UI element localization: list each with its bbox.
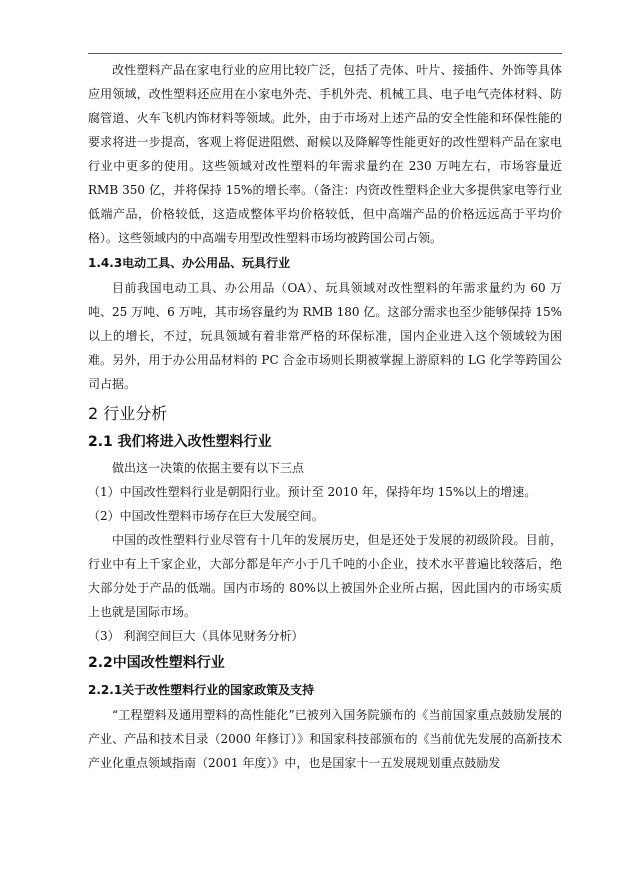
paragraph-home-appliance: 改性塑料产品在家电行业的应用比较广泛，包括了壳体、叶片、接插件、外饰等具体应用领域，改性塑料还应用在小家电外壳、手机外壳、机械工具、电子电气壳体材料、防腐管道、火车飞机内饰材料等领域。此外，由于市场对上述产品的安全性能和环保性能的要求将进一步提高，客观上将促进阻燃、耐候以及降解等性能更好的改性塑料产品在家电行业中更多的使用。这些领域对改性塑料的年需求量约在 230 万吨左右，市场容量近 RMB 350 亿，并将保持 15%的增长率。（备注：内资改性塑料企业大多提供家电等行业低端产品，价格较低，这造成整体平均价格较低，但中高端产品的价格远远高于平均价格）。这些领域内的中高端专用型改性塑料市场均被跨国公司占领。 <box>88 63 562 245</box>
paragraph-decision-basis: 做出这一决策的依据主要有以下三点 <box>112 461 305 475</box>
header-rule <box>88 53 562 54</box>
list-item-1: （1）中国改性塑料行业是朝阳行业。预计至 2010 年，保持年均 15%以上的增速。 <box>88 485 537 499</box>
document-body <box>88 58 562 775</box>
list-item-2: （2）中国改性塑料市场存在巨大发展空间。 <box>88 509 324 523</box>
heading-2-2-1: 2.2.1关于改性塑料行业的国家政策及支持 <box>88 683 315 697</box>
paragraph-industry-stage: 中国的改性塑料行业尽管有十几年的发展历史，但是还处于发展的初级阶段。目前，行业中有上千家企业，大部分都是年产小于几千吨的小企业，技术水平普遍比较落后，绝大部分处于产品的低端。国内市场的 80%以上被国外企业所占据，因此国内的市场实质上也就是国际市场。 <box>88 533 562 619</box>
heading-2-2: 2.2中国改性塑料行业 <box>88 655 225 671</box>
heading-1-4-3: 1.4.3电动工具、办公用品、玩具行业 <box>88 256 291 270</box>
list-item-3: （3） 利润空间巨大（具体见财务分析） <box>88 629 304 643</box>
heading-2-1: 2.1 我们将进入改性塑料行业 <box>88 434 272 450</box>
heading-2: 2 行业分析 <box>88 404 168 423</box>
paragraph-power-tools: 目前我国电动工具、办公用品（OA）、玩具领域对改性塑料的年需求量约为 60 万吨、25 万吨、6 万吨，其市场容量约为 RMB 180 亿。这部分需求也至少能够保持 15%以上的增长，不过，玩具领域有着非常严格的环保标准，国内企业进入这个领域较为困难。另外，用于办公用品材料的 PC 合金市场则长期被掌握上游原料的 LG 化学等跨国公司占据。 <box>88 281 562 391</box>
paragraph-policy: “工程塑料及通用塑料的高性能化”已被列入国务院颁布的《当前国家重点鼓励发展的产业、产品和技术目录（2000 年修订）》和国家科技部颁布的《当前优先发展的高新技术产业化重点领域指南（2001 年度）》中，也是国家十一五发展规划重点鼓励发 <box>88 708 562 770</box>
